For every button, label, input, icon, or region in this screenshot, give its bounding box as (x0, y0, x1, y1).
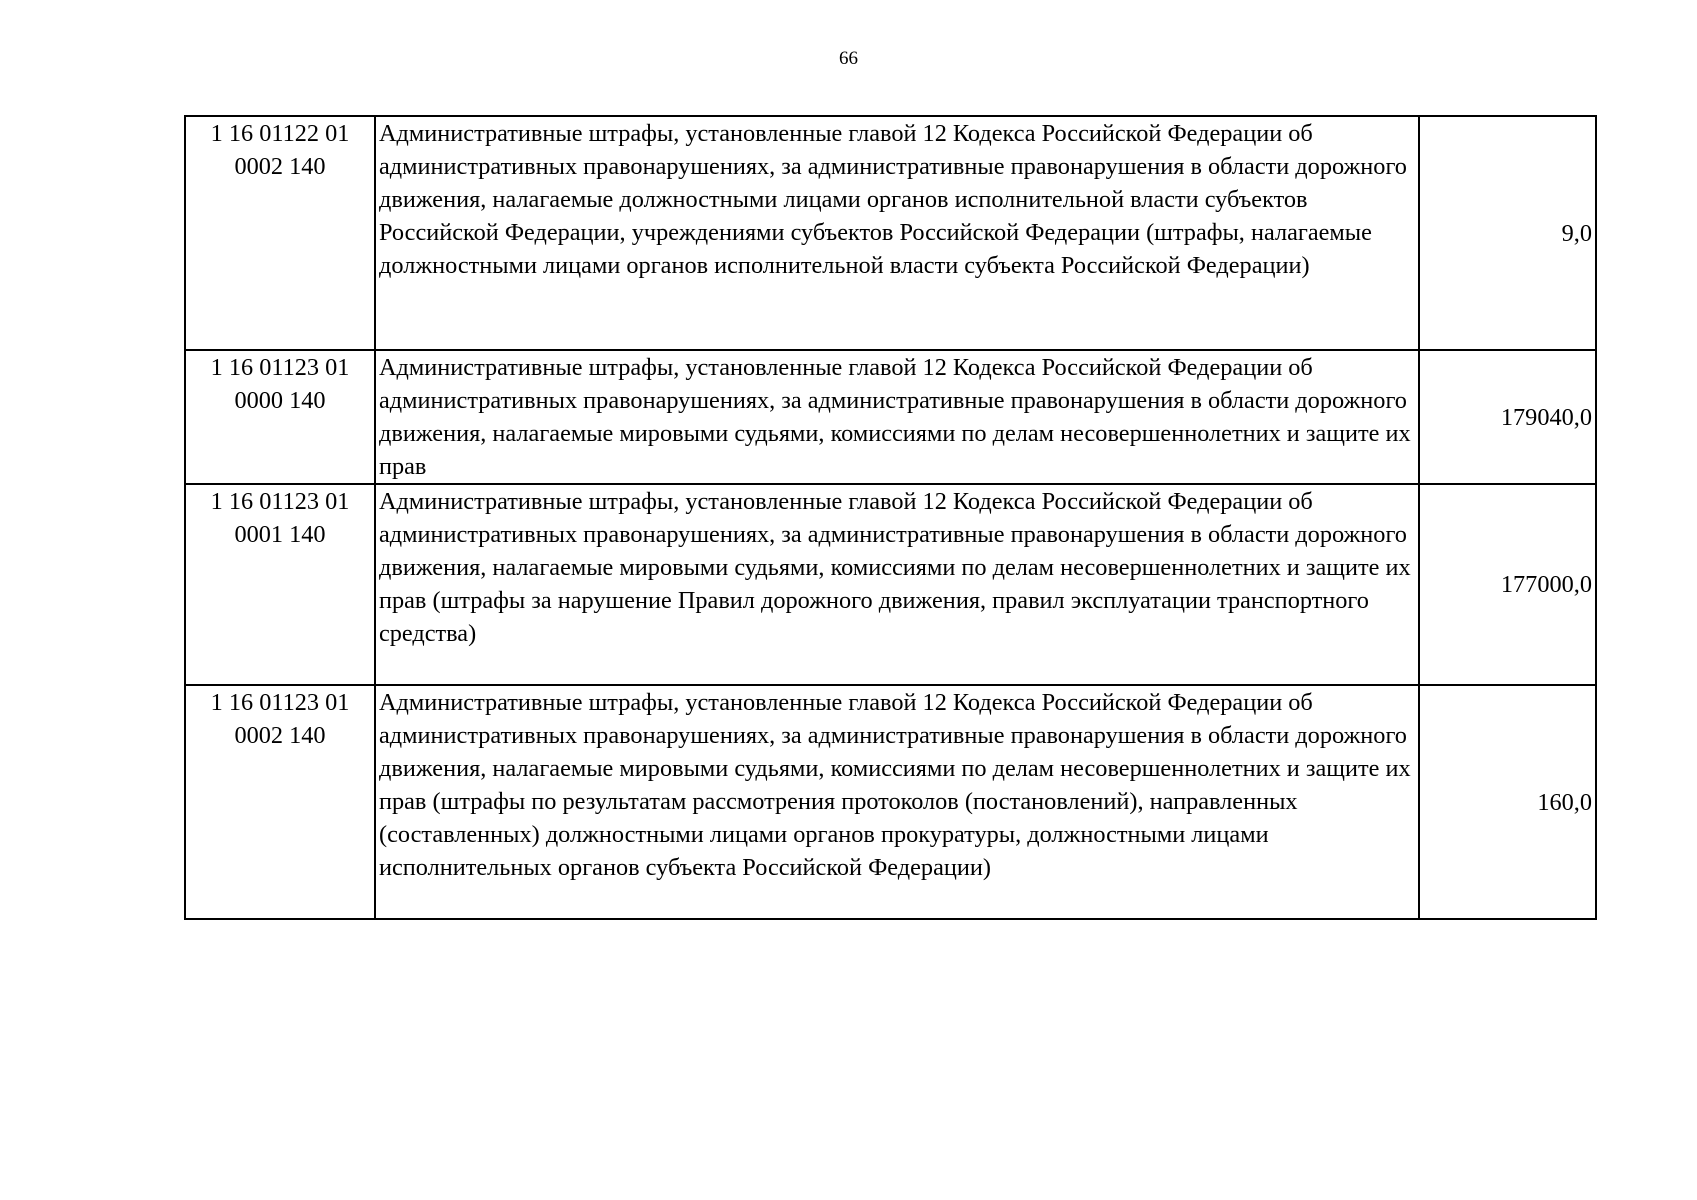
table-row (185, 484, 1596, 685)
code-line: 1 16 01123 01 (210, 689, 350, 716)
budget-revenue-table (184, 115, 1597, 920)
revenue-description: Административные штрафы, установленные главой 12 Кодекса Российской Федерации об административных правонарушениях, за административные правонарушения в области дорожного движения, налагаемые мировыми судьями, комиссиями по делам несовершеннолетних и защите их прав (штрафы по результатам рассмотрения протоколов (постановлений), направленных (составленных) должностными лицами органов прокуратуры, должностными лицами исполнительных органов субъекта Российской Федерации) (375, 685, 1419, 919)
page-number: 66 (839, 48, 858, 69)
revenue-description: Административные штрафы, установленные главой 12 Кодекса Российской Федерации об административных правонарушениях, за административные правонарушения в области дорожного движения, налагаемые мировыми судьями, комиссиями по делам несовершеннолетних и защите их прав (375, 350, 1419, 484)
budget-classification-code (185, 116, 375, 350)
code-line: 0001 140 (234, 521, 326, 548)
code-line: 1 16 01123 01 (210, 354, 350, 381)
revenue-amount: 177000,0 (1419, 484, 1596, 685)
code-line: 1 16 01122 01 (210, 120, 350, 147)
revenue-amount: 9,0 (1419, 116, 1596, 350)
table-row (185, 116, 1596, 350)
code-line: 1 16 01123 01 (210, 488, 350, 515)
table-row (185, 685, 1596, 919)
code-line: 0002 140 (234, 722, 326, 749)
revenue-amount: 179040,0 (1419, 350, 1596, 484)
budget-classification-code (185, 685, 375, 919)
budget-classification-code (185, 484, 375, 685)
code-line: 0000 140 (234, 387, 326, 414)
revenue-description: Административные штрафы, установленные главой 12 Кодекса Российской Федерации об административных правонарушениях, за административные правонарушения в области дорожного движения, налагаемые мировыми судьями, комиссиями по делам несовершеннолетних и защите их прав (штрафы за нарушение Правил дорожного движения, правил эксплуатации транспортного средства) (375, 484, 1419, 685)
table-row (185, 350, 1596, 484)
budget-classification-code (185, 350, 375, 484)
revenue-description: Административные штрафы, установленные главой 12 Кодекса Российской Федерации об административных правонарушениях, за административные правонарушения в области дорожного движения, налагаемые должностными лицами органов исполнительной власти субъектов Российской Федерации, учреждениями субъектов Российской Федерации (штрафы, налагаемые должностными лицами органов исполнительной власти субъекта Российской Федерации) (375, 116, 1419, 350)
revenue-amount: 160,0 (1419, 685, 1596, 919)
code-line: 0002 140 (234, 153, 326, 180)
